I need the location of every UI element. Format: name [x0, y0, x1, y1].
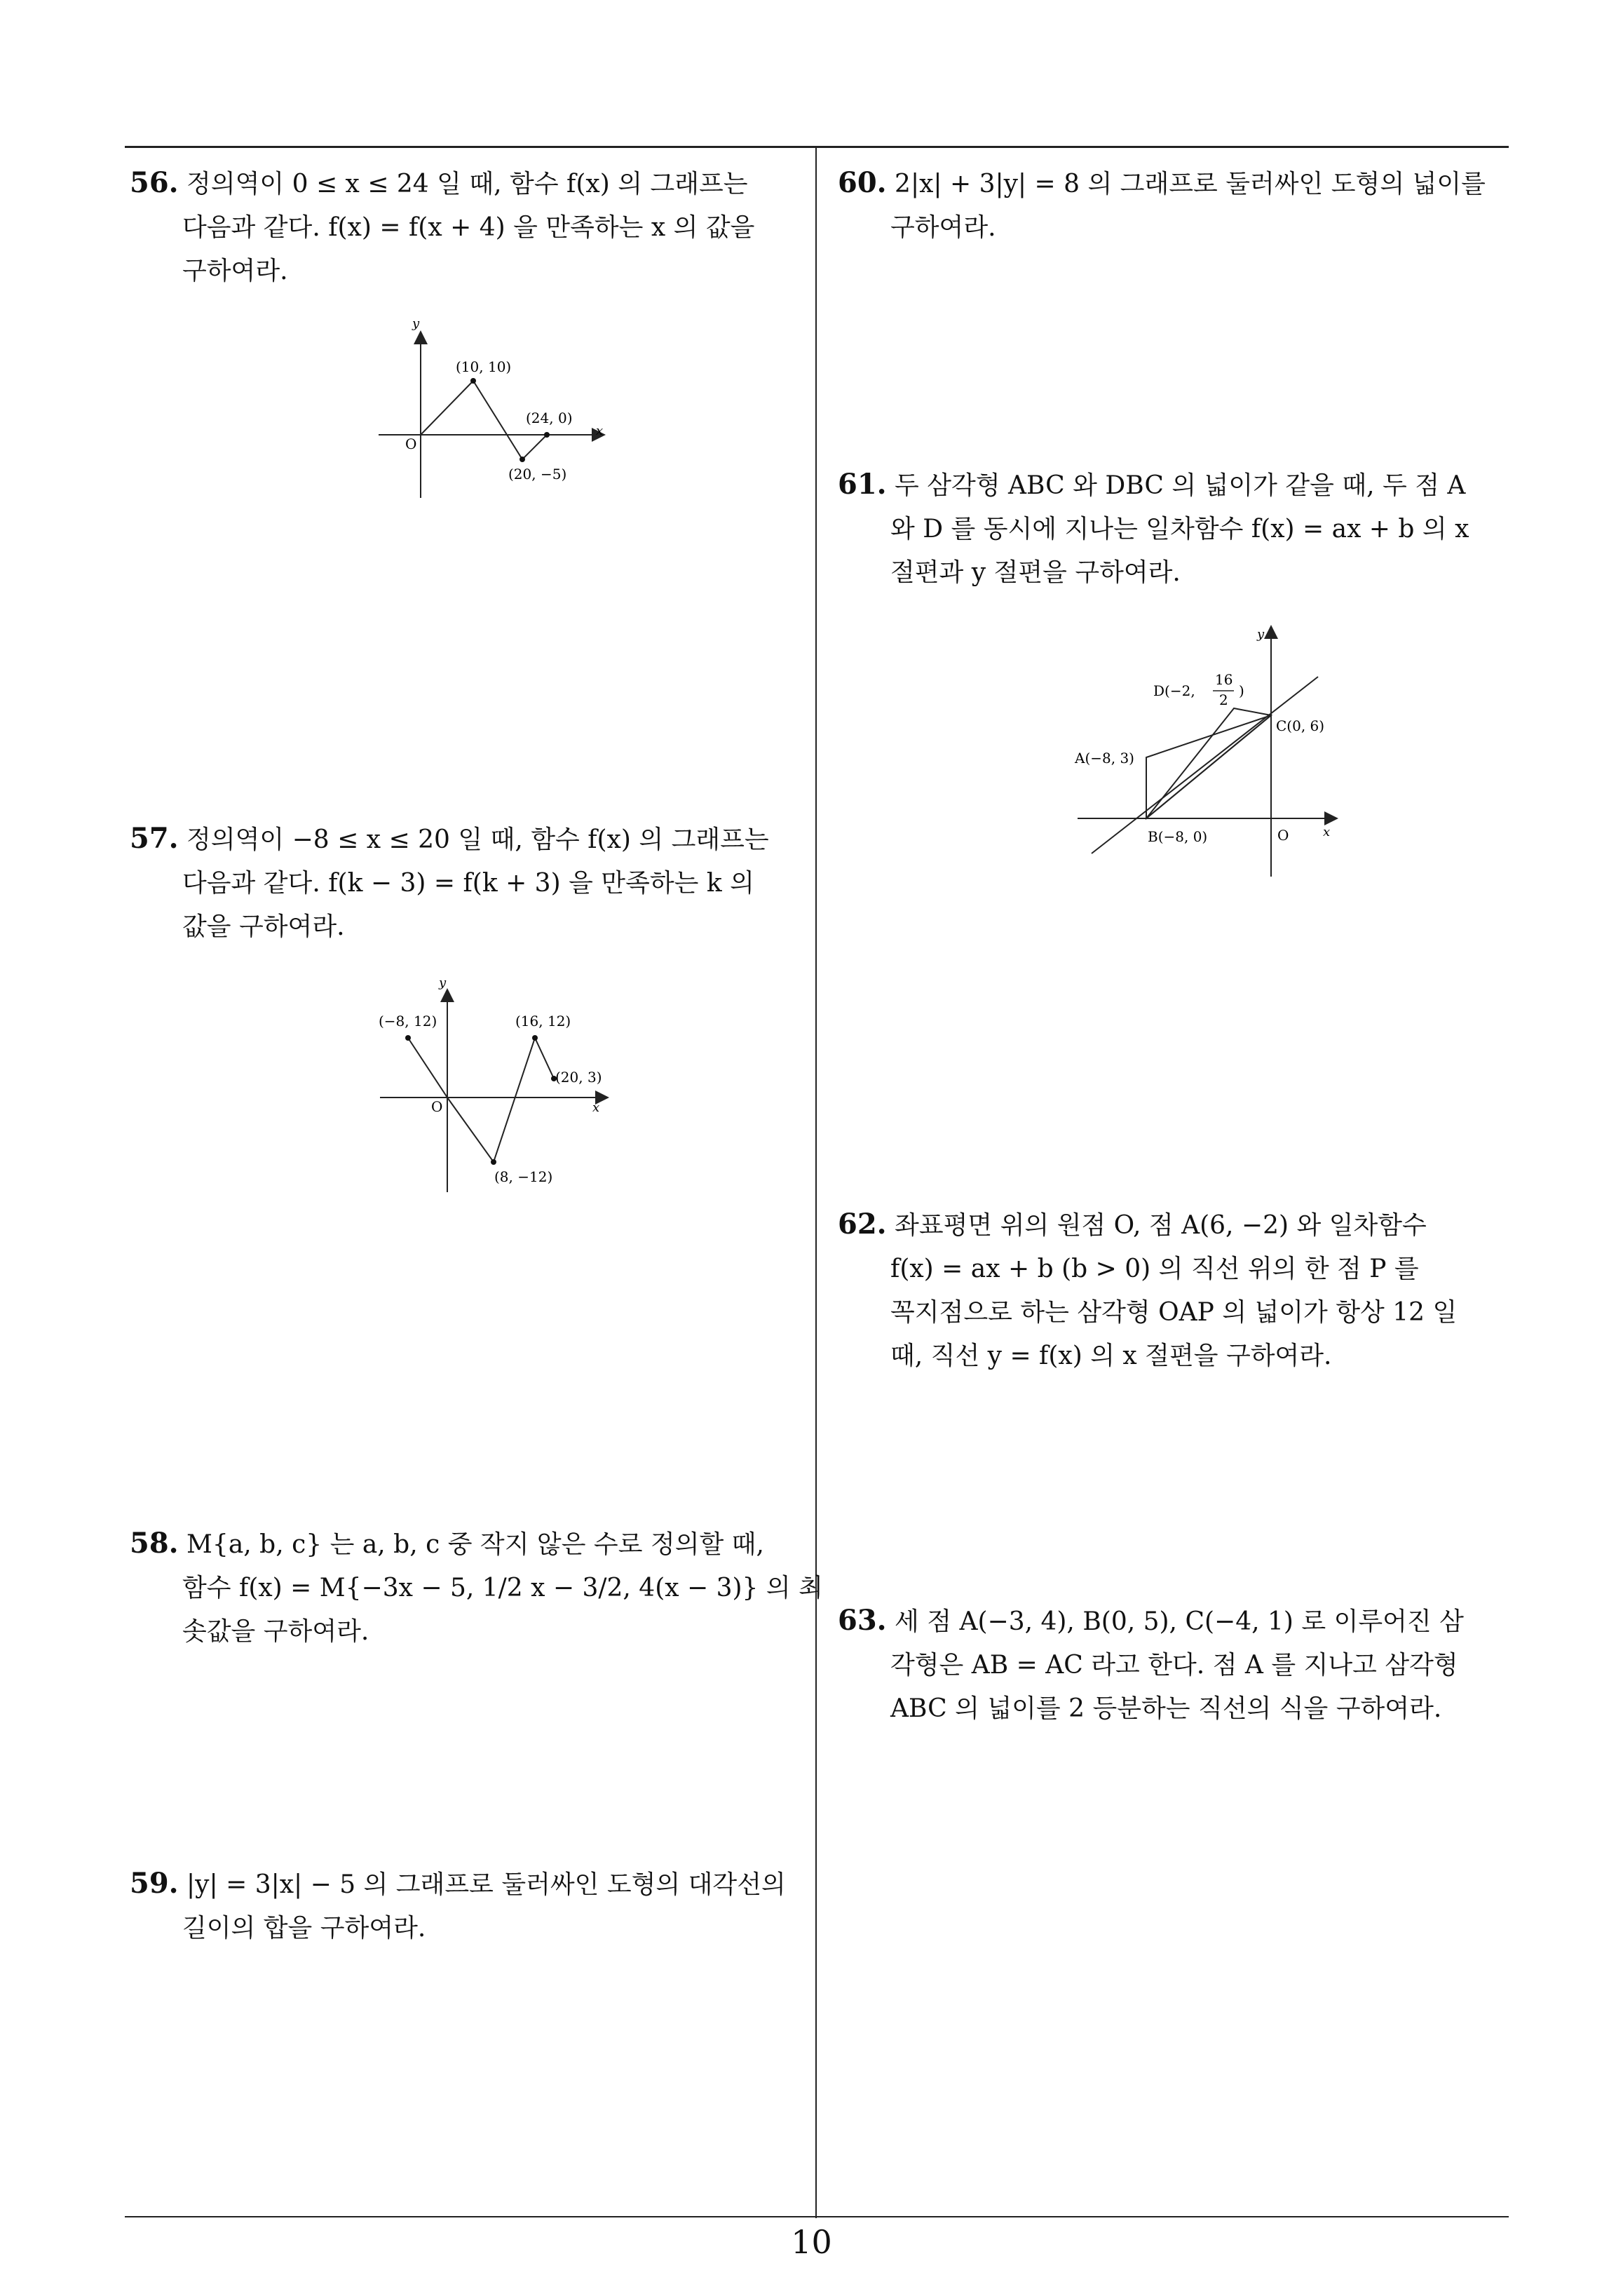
point-label: (−8, 12) [379, 1013, 437, 1029]
point-label-A: A(−8, 3) [1075, 750, 1134, 767]
graph-61 [1062, 617, 1357, 884]
problem-57 [130, 817, 803, 949]
problem-63 [838, 1599, 1504, 1731]
point-label: (10, 10) [456, 358, 512, 375]
problem-text-line: 와 D 를 동시에 지나는 일차함수 f(x) = ax + b 의 x [890, 515, 1469, 543]
point-marker [491, 1159, 496, 1165]
page-number: 10 [791, 2223, 832, 2261]
problem-56 [130, 161, 803, 293]
problem-text-line: f(x) = ax + b (b > 0) 의 직선 위의 한 점 P 를 [890, 1255, 1419, 1283]
problem-number: 60. [838, 166, 887, 199]
axis-label-x: x [1323, 825, 1331, 839]
problem-text-line: 때, 직선 y = f(x) 의 x 절편을 구하여라. [890, 1342, 1332, 1370]
point-label: (8, −12) [494, 1168, 553, 1185]
point-label-D-prefix: D(−2, [1153, 682, 1195, 699]
point-label: (20, 3) [555, 1069, 602, 1086]
axis-label-x: x [592, 1100, 600, 1115]
problem-58 [130, 1522, 823, 1654]
point-label-C: C(0, 6) [1276, 717, 1325, 734]
point-marker [520, 457, 525, 462]
top-rule [125, 146, 1509, 148]
problem-text-line: 두 삼각형 ABC 와 DBC 의 넓이가 같을 때, 두 점 A [895, 471, 1466, 500]
axis-label-y: y [1257, 627, 1265, 642]
column-divider [815, 146, 817, 2218]
problem-number: 57. [130, 822, 179, 855]
problem-text-line: 구하여라. [182, 257, 288, 285]
origin-label: O [405, 435, 417, 452]
point-label: (20, −5) [508, 466, 567, 482]
point-label-B: B(−8, 0) [1148, 828, 1208, 845]
point-marker [470, 378, 476, 384]
problem-text-line: 길이의 합을 구하여라. [182, 1914, 426, 1943]
problem-number: 61. [838, 468, 887, 501]
point-label-D [1153, 671, 1244, 708]
problem-text-line: M{a, b, c} 는 a, b, c 중 작지 않은 수로 정의할 때, [186, 1530, 764, 1559]
problem-61 [838, 463, 1504, 595]
point-marker [544, 432, 550, 438]
bottom-rule [125, 2216, 1509, 2217]
problem-62 [838, 1203, 1504, 1378]
problem-text-line: 정의역이 −8 ≤ x ≤ 20 일 때, 함수 f(x) 의 그래프는 [186, 825, 769, 854]
origin-label: O [431, 1098, 443, 1115]
problem-text-line: 솟값을 구하여라. [182, 1617, 369, 1646]
problem-text-line: 정의역이 0 ≤ x ≤ 24 일 때, 함수 f(x) 의 그래프는 [186, 170, 748, 198]
problem-text-line: 2|x| + 3|y| = 8 의 그래프로 둘러싸인 도형의 넓이를 [895, 170, 1486, 198]
problem-text-line: ABC 의 넓이를 2 등분하는 직선의 식을 구하여라. [890, 1694, 1442, 1723]
point-label-D-denominator: 2 [1219, 691, 1228, 708]
problem-number: 63. [838, 1604, 887, 1637]
problem-text-line: 다음과 같다. f(k − 3) = f(k + 3) 을 만족하는 k 의 [182, 869, 754, 898]
problem-text-line: 좌표평면 위의 원점 O, 점 A(6, −2) 와 일차함수 [895, 1211, 1427, 1240]
function-graph [408, 1038, 554, 1162]
problem-number: 59. [130, 1867, 179, 1900]
point-label: (16, 12) [515, 1013, 571, 1029]
problem-text-line: 꼭지점으로 하는 삼각형 OAP 의 넓이가 항상 12 일 [890, 1298, 1458, 1327]
problem-text-line: |y| = 3|x| − 5 의 그래프로 둘러싸인 도형의 대각선의 [186, 1870, 786, 1899]
problem-text-line: 다음과 같다. f(x) = f(x + 4) 을 만족하는 x 의 값을 [182, 213, 755, 242]
triangle-DBC [1146, 708, 1271, 818]
problem-number: 58. [130, 1527, 179, 1560]
problem-60 [838, 161, 1504, 250]
graph-57 [365, 971, 624, 1203]
problem-text-line: 값을 구하여라. [182, 912, 345, 941]
problem-59 [130, 1862, 803, 1950]
problem-text-line: 세 점 A(−3, 4), B(0, 5), C(−4, 1) 로 이루어진 삼 [895, 1607, 1464, 1636]
problem-text-line: 함수 f(x) = M{−3x − 5, 1/2 x − 3/2, 4(x − 3)} 의 최 [182, 1574, 823, 1602]
axis-label-y: y [439, 975, 447, 990]
point-label-D-numerator: 16 [1215, 671, 1233, 688]
origin-label: O [1277, 827, 1289, 844]
problem-text-line: 각형은 AB = AC 라고 한다. 점 A 를 지나고 삼각형 [890, 1651, 1458, 1680]
problem-text-line: 절편과 y 절편을 구하여라. [890, 558, 1181, 587]
problem-number: 56. [130, 166, 179, 199]
point-label: (24, 0) [526, 410, 573, 426]
problem-number: 62. [838, 1208, 887, 1241]
axis-label-x: x [596, 424, 604, 438]
problem-text-line: 구하여라. [890, 213, 996, 242]
axis-label-y: y [412, 316, 420, 331]
point-marker [532, 1035, 538, 1041]
point-marker [405, 1035, 411, 1041]
graph-56 [365, 312, 624, 501]
point-label-D-suffix: ) [1239, 682, 1244, 699]
